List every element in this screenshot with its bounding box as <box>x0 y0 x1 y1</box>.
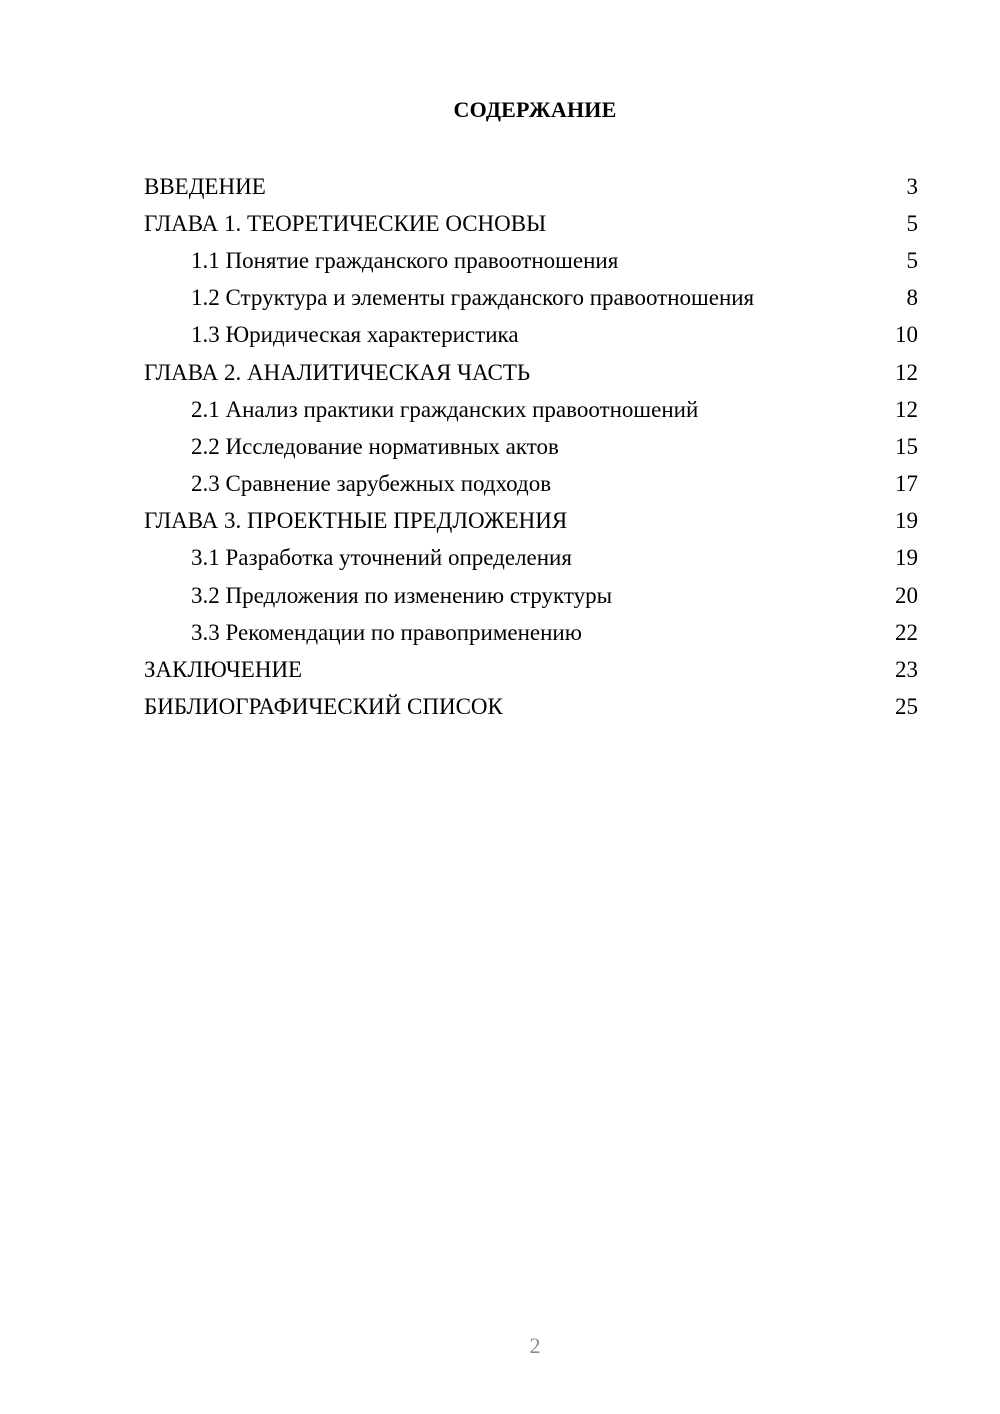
toc-entry-section-1-3[interactable] <box>144 317 918 354</box>
toc-entry-text: 1.1 Понятие гражданского правоотношения <box>191 247 619 273</box>
table-of-contents <box>144 168 918 726</box>
toc-entry-chapter-3[interactable] <box>144 503 918 540</box>
toc-entry-page: 15 <box>895 433 918 459</box>
toc-entry-text: 3.2 Предложения по изменению структуры <box>191 582 613 608</box>
toc-entry-introduction[interactable] <box>144 168 918 205</box>
toc-entry-section-3-2[interactable] <box>144 577 918 614</box>
toc-entry-page: 20 <box>895 582 918 608</box>
toc-entry-section-3-1[interactable] <box>144 540 918 577</box>
toc-entry-page: 25 <box>895 694 918 720</box>
toc-entry-page: 5 <box>906 210 918 236</box>
toc-entry-chapter-2[interactable] <box>144 354 918 391</box>
toc-entry-section-1-2[interactable] <box>144 280 918 317</box>
toc-entry-page: 23 <box>895 657 918 683</box>
toc-entry-section-3-3[interactable] <box>144 614 918 651</box>
toc-entry-page: 8 <box>906 285 918 311</box>
toc-entry-text: 1.3 Юридическая характеристика <box>191 322 519 348</box>
toc-entry-section-1-1[interactable] <box>144 242 918 279</box>
toc-entry-page: 12 <box>895 359 918 385</box>
toc-title: СОДЕРЖАНИЕ <box>453 97 617 122</box>
toc-entry-section-2-3[interactable] <box>144 466 918 503</box>
toc-entry-section-2-2[interactable] <box>144 428 918 465</box>
toc-entry-text: ГЛАВА 2. АНАЛИТИЧЕСКАЯ ЧАСТЬ <box>144 359 531 385</box>
toc-entry-text: 2.2 Исследование нормативных актов <box>191 433 559 459</box>
toc-entry-text: ЗАКЛЮЧЕНИЕ <box>144 657 303 683</box>
toc-entry-text: БИБЛИОГРАФИЧЕСКИЙ СПИСОК <box>144 694 503 720</box>
toc-entry-text: 2.3 Сравнение зарубежных подходов <box>191 471 552 497</box>
toc-entry-text: 3.1 Разработка уточнений определения <box>191 545 572 571</box>
toc-entry-text: ГЛАВА 1. ТЕОРЕТИЧЕСКИЕ ОСНОВЫ <box>144 210 547 236</box>
toc-entry-text: 3.3 Рекомендации по правоприменению <box>191 619 582 645</box>
toc-entry-conclusion[interactable] <box>144 651 918 688</box>
toc-entry-page: 10 <box>895 322 918 348</box>
toc-entry-page: 3 <box>906 173 918 199</box>
toc-entry-text: ВВЕДЕНИЕ <box>144 173 266 199</box>
toc-entry-section-2-1[interactable] <box>144 391 918 428</box>
toc-entry-text: 2.1 Анализ практики гражданских правоотношений <box>191 396 699 422</box>
toc-entry-page: 19 <box>895 508 918 534</box>
toc-entry-page: 12 <box>895 396 918 422</box>
toc-entry-chapter-1[interactable] <box>144 205 918 242</box>
toc-entry-text: 1.2 Структура и элементы гражданского правоотношения <box>191 285 755 311</box>
toc-entry-page: 22 <box>895 619 918 645</box>
page-number: 2 <box>529 1333 541 1358</box>
toc-entry-page: 17 <box>895 471 918 497</box>
toc-entry-page: 5 <box>906 247 918 273</box>
toc-entry-page: 19 <box>895 545 918 571</box>
toc-entry-bibliography[interactable] <box>144 689 918 726</box>
toc-entry-text: ГЛАВА 3. ПРОЕКТНЫЕ ПРЕДЛОЖЕНИЯ <box>144 508 568 534</box>
